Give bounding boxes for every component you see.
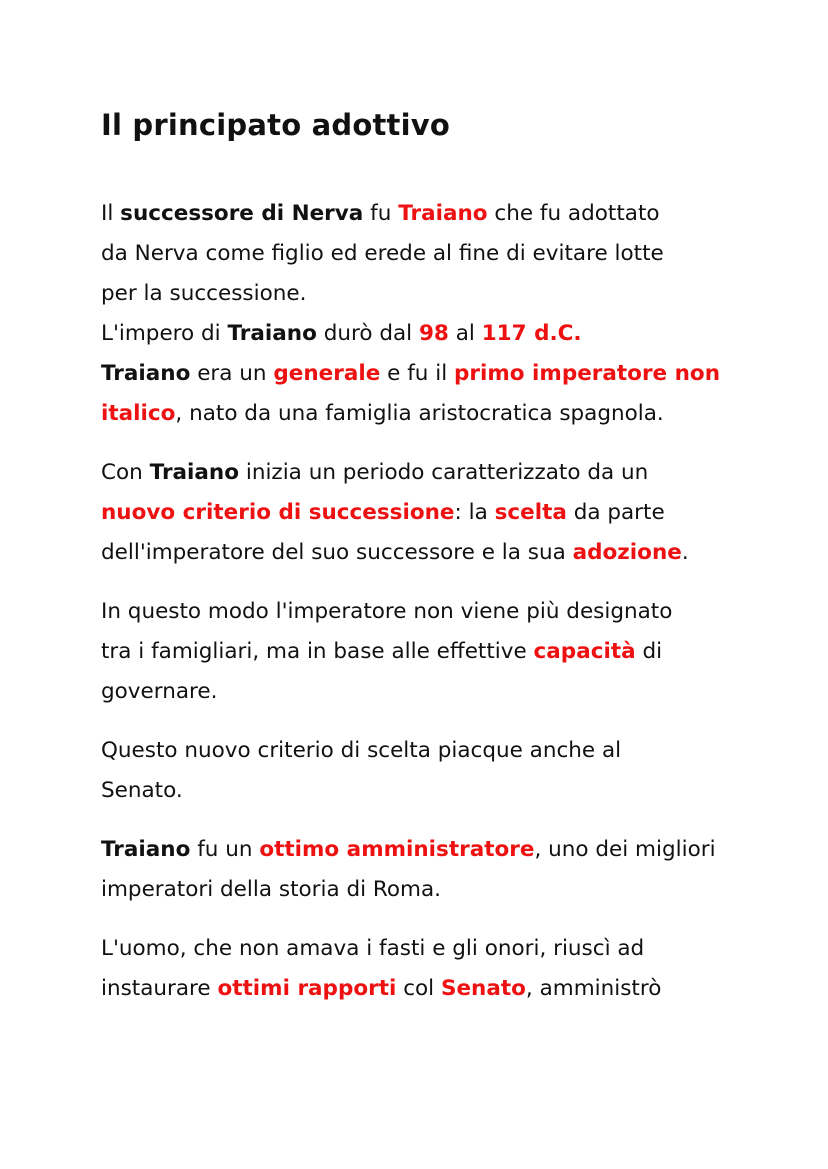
text-run: , amministrò: [525, 976, 662, 1001]
highlight-text-run: primo imperatore non: [454, 361, 721, 386]
paragraph: [101, 354, 741, 434]
paragraph: [101, 592, 741, 712]
text-run: che fu adottato: [487, 201, 660, 226]
text-run: durò dal: [316, 321, 419, 346]
text-line: [101, 830, 741, 870]
text-run: : la: [454, 500, 495, 525]
highlight-text-run: Traiano: [398, 201, 488, 226]
text-line: [101, 731, 741, 771]
text-line: [101, 592, 741, 632]
text-run: instaurare: [101, 976, 218, 1001]
text-run: tra i famigliari, ma in base alle effettive: [101, 639, 534, 664]
paragraph: [101, 731, 741, 811]
text-run: Senato.: [101, 778, 183, 803]
text-run: In questo modo l'imperatore non viene più designato: [101, 599, 673, 624]
highlight-text-run: scelta: [494, 500, 567, 525]
highlight-text-run: generale: [273, 361, 381, 386]
text-line: [101, 493, 741, 533]
bold-text-run: successore di Nerva: [120, 201, 364, 226]
text-line: [101, 354, 741, 394]
highlight-text-run: ottimo amministratore: [259, 837, 535, 862]
text-line: [101, 234, 741, 274]
text-line: [101, 632, 741, 672]
paragraph: [101, 314, 741, 354]
text-run: L'impero di: [101, 321, 228, 346]
text-run: Questo nuovo criterio di scelta piacque anche al: [101, 738, 622, 763]
text-run: era un: [190, 361, 274, 386]
text-run: .: [681, 540, 689, 565]
text-line: [101, 314, 741, 354]
text-line: [101, 929, 741, 969]
text-run: , nato da una famiglia aristocratica spagnola.: [175, 401, 664, 426]
paragraph: [101, 929, 741, 1009]
highlight-text-run: ottimi rapporti: [217, 976, 397, 1001]
text-line: [101, 672, 741, 712]
text-line: [101, 969, 741, 1009]
text-run: al: [448, 321, 482, 346]
highlight-text-run: adozione: [572, 540, 682, 565]
paragraph: [101, 194, 741, 314]
text-run: per la successione.: [101, 281, 307, 306]
text-run: da Nerva come figlio ed erede al fine di evitare lotte: [101, 241, 664, 266]
highlight-text-run: 117 d.C.: [481, 321, 582, 346]
text-run: L'uomo, che non amava i fasti e gli onori, riuscì ad: [101, 936, 645, 961]
bold-text-run: Traiano: [101, 837, 191, 862]
document-body: [101, 194, 741, 1009]
highlight-text-run: nuovo criterio di successione: [101, 500, 455, 525]
text-line: [101, 194, 741, 234]
highlight-text-run: capacità: [533, 639, 636, 664]
bold-text-run: Traiano: [101, 361, 191, 386]
paragraph: [101, 830, 741, 910]
text-run: imperatori della storia di Roma.: [101, 877, 442, 902]
highlight-text-run: 98: [418, 321, 449, 346]
text-run: da parte: [566, 500, 665, 525]
highlight-text-run: Senato: [440, 976, 526, 1001]
text-run: Il: [101, 201, 121, 226]
text-run: fu: [363, 201, 399, 226]
text-run: fu un: [190, 837, 260, 862]
text-line: [101, 870, 741, 910]
highlight-text-run: italico: [101, 401, 176, 426]
text-line: [101, 394, 741, 434]
text-run: col: [396, 976, 441, 1001]
bold-text-run: Traiano: [227, 321, 317, 346]
text-run: di: [635, 639, 663, 664]
bold-text-run: Traiano: [149, 460, 240, 485]
text-line: [101, 533, 741, 573]
text-run: , uno dei migliori: [534, 837, 716, 862]
text-run: inizia un periodo caratterizzato da un: [239, 460, 649, 485]
text-run: Con: [101, 460, 150, 485]
text-line: [101, 453, 741, 493]
text-line: [101, 274, 741, 314]
paragraph: [101, 453, 741, 573]
text-run: dell'imperatore del suo successore e la sua: [101, 540, 573, 565]
page-title: Il principato adottivo: [101, 108, 450, 142]
text-run: governare.: [101, 679, 218, 704]
text-line: [101, 771, 741, 811]
text-run: e fu il: [380, 361, 455, 386]
